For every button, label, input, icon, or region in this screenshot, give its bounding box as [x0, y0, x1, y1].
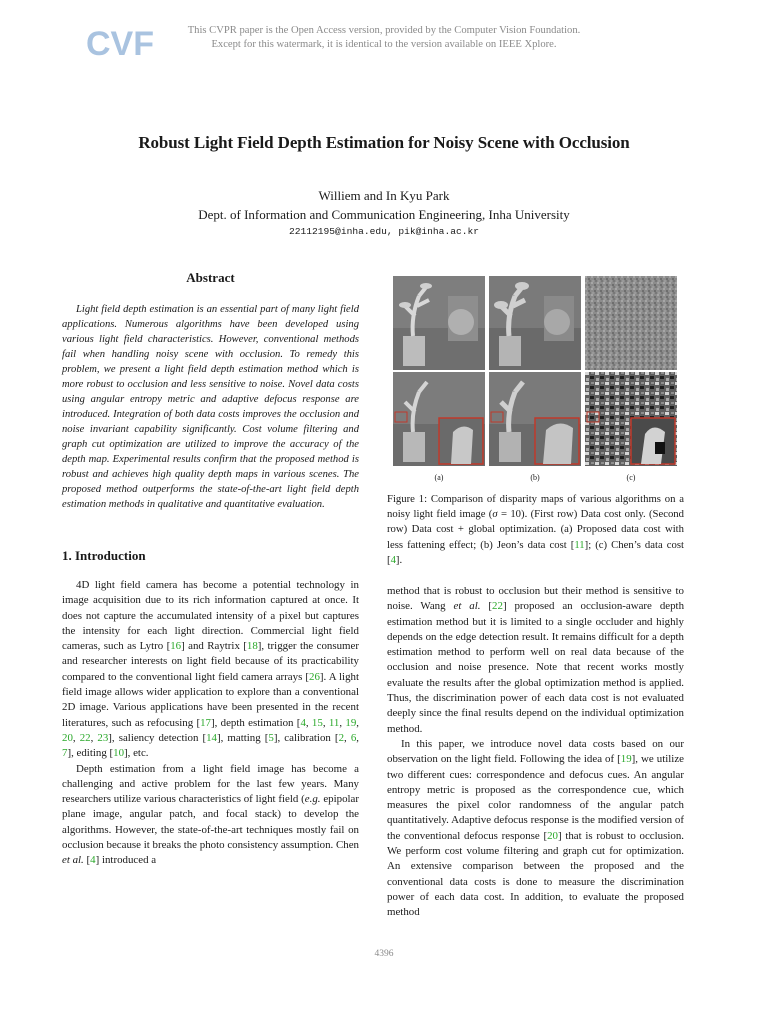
cvf-logo: [84, 22, 154, 63]
citation-link[interactable]: 22: [79, 731, 91, 744]
figure-panel-b-row1: [489, 276, 581, 370]
figure-panel-c-row1: [585, 276, 677, 370]
disparity-map-c-optimized: [585, 372, 677, 466]
authors: Williem and In Kyu Park: [318, 188, 450, 203]
citation-link[interactable]: 20: [547, 829, 558, 842]
citation-link[interactable]: 17: [200, 716, 211, 729]
figure-caption: Figure 1: Comparison of disparity maps of various algorithms on a noisy light field image (σ = 10). (First row) Data cost only. (Second row) Data cost + global optimization. (a) Proposed data cost with less fattening effect; (b) Jeon’s data cost [11]; (c) Chen’s data cost [4].: [387, 493, 685, 566]
figure-label-b: (b): [530, 473, 540, 482]
citation-link[interactable]: 22: [492, 600, 503, 613]
citation-link[interactable]: 20: [62, 731, 73, 744]
watermark-line-2: Except for this watermark, it is identical to the version available on IEEE Xplore.: [211, 39, 557, 50]
affiliation: Dept. of Information and Communication Engineering, Inha University: [198, 207, 570, 222]
disparity-map-a-optimized: [393, 372, 485, 466]
watermark-line-1: This CVPR paper is the Open Access version, provided by the Computer Vision Foundation.: [187, 25, 581, 36]
citation-link[interactable]: 15: [311, 716, 323, 729]
author-block: [40, 186, 728, 224]
citation-link[interactable]: 5: [268, 731, 274, 744]
citation-link[interactable]: 10: [113, 747, 125, 760]
intro-paragraph-1: 4D light field camera has become a potential technology in image acquisition due to its rich information captured at once. It does not capture the accumulated intensity of a pixel but captures the intensity for each light direction. Commercial light field cameras, such as Lytro [16] and Raytrix [18], trigger the consumer and researcher interests on light field because of its practicability compared to the conventional light field camera arrays [26]. A light field image allows wider application to explore than a conventional 2D image. Various applications have been presented in the recent literatures, such as refocusing [17], depth estimation [4, 15, 11, 19, 20, 22, 23], saliency detection [14], matting [5], calibration [2, 6, 7], editing [10], etc.: [62, 579, 360, 760]
intro-heading: 1. Introduction: [62, 548, 146, 563]
citation-link[interactable]: 14: [206, 731, 217, 744]
disparity-map-b-optimized: [489, 372, 581, 466]
citation-link[interactable]: 4: [90, 854, 96, 867]
abstract-heading: Abstract: [186, 270, 235, 285]
paper-title: Robust Light Field Depth Estimation for Noisy Scene with Occlusion: [138, 133, 630, 152]
citation-link[interactable]: 19: [345, 716, 357, 729]
disparity-map-c-datacost: [585, 276, 677, 370]
intro-paragraph-3: method that is robust to occlusion but their method is sensitive to noise. Wang et al. [22] proposed an occlusion-aware depth estimation method but it is limited to a single occluder and highly depends on the edge detection result. It remains difficult for a depth estimation method to perform well on real data because of the occlusion and noise presence. Note that recent works mostly evaluate the results after the global optimization method is applied. Thus, the discrimination power of each data cost is not evaluated deeply since the final results depend on the individual optimization method.: [387, 585, 685, 735]
figure-1: [387, 270, 685, 566]
citation-link[interactable]: 26: [309, 670, 320, 683]
citation-link[interactable]: 11: [574, 538, 585, 551]
right-column: [387, 270, 684, 921]
disparity-map-b-datacost: [489, 276, 581, 370]
intro-paragraph-4: In this paper, we introduce novel data costs based on our observation on the light field. Following the idea of [19], we utilize two different cues: correspondence and defocus cues. An angular entropy metric is proposed as the correspondence cue, which measures the pixel color randomness of the angular patch quantitatively. Adaptive defocus response is the modified version of the conventional defocus response [20] that is robust to occlusion. We perform cost volume filtering and graph cut for optimization. An extensive comparison between the proposed and the conventional data costs is done to measure the discrimination power of each data cost. In addition, to evaluate the proposed method: [387, 737, 684, 919]
emails: 22112195@inha.edu, pik@inha.ac.kr: [289, 226, 479, 237]
citation-link[interactable]: 4: [300, 716, 306, 729]
left-column: [62, 270, 359, 869]
page-number: 4396: [374, 949, 394, 959]
citation-link[interactable]: 4: [390, 553, 396, 566]
citation-link[interactable]: 2: [338, 731, 345, 744]
disparity-map-a-datacost: [393, 276, 485, 370]
citation-link[interactable]: 11: [328, 716, 340, 729]
abstract-text: Light field depth estimation is an essential part of many light field applications. Numerous algorithms have been developed using various light field characteristics. However, conventional methods fail when handling noisy scene with occlusion. To remedy this problem, we present a light field depth estimation method which is more robust to occlusion and less sensitive to noise. Novel data costs using angular entropy metric and adaptive defocus response are introduced. Integration of both data costs improves the occlusion and noise invariant capability significantly. Cost volume filtering and graph cut optimization are utilized to improve the accuracy of the depth map. Experimental results confirm that the proposed method is robust and achieves high quality depth maps in various scenes. The proposed method outperforms the state-of-the-art light field depth estimation methods in qualitative and quantitative evaluation.: [62, 304, 359, 510]
figure-panel-a-row2: [393, 372, 485, 466]
figure-label-a: (a): [434, 473, 444, 482]
svg-text:CVF: CVF: [86, 25, 154, 63]
citation-link[interactable]: 23: [97, 731, 109, 744]
figure-label-c: (c): [626, 473, 636, 482]
citation-link[interactable]: 7: [62, 747, 68, 760]
citation-link[interactable]: 19: [620, 753, 632, 766]
figure-panel-b-row2: [489, 372, 581, 466]
figure-panel-c-row2: [585, 372, 677, 466]
intro-paragraph-2: Depth estimation from a light field image has become a challenging and active problem for the last few years. Many researchers utilize various characteristics of light field (e.g. epipolar plane image, angular patch, and focal stack) to develop the algorithms. However, the state-of-the-art techniques mostly fail on occlusion because it breaks the photo consistency assumption. Chen et al. [4] introduced a: [62, 762, 360, 867]
watermark-text: [150, 24, 618, 52]
citation-link[interactable]: 16: [170, 640, 182, 653]
citation-link[interactable]: 6: [350, 731, 357, 744]
citation-link[interactable]: 18: [246, 640, 258, 653]
figure-panel-a-row1: [393, 276, 485, 370]
